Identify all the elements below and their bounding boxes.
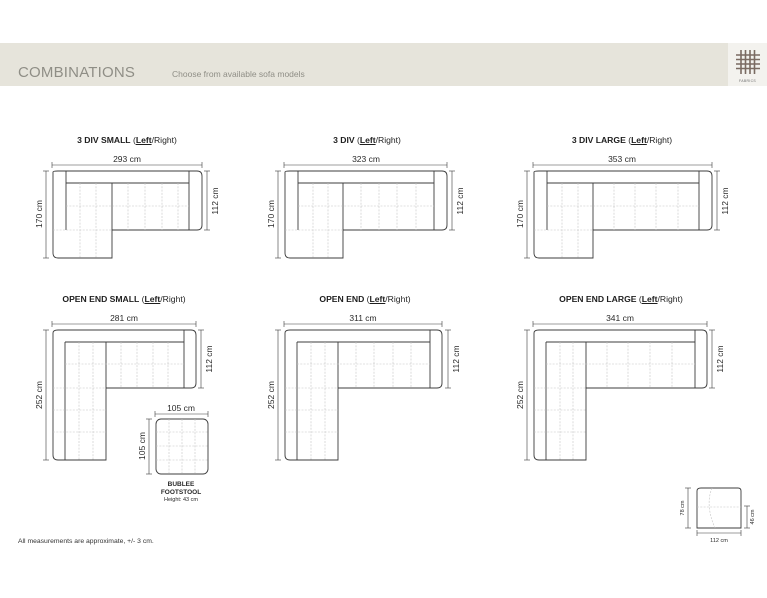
dim-back: 112 cm — [720, 187, 730, 215]
dim-depth: 170 cm — [34, 200, 44, 228]
sofa-open-end-large — [515, 313, 725, 460]
dim-back: 112 cm — [451, 345, 461, 373]
dim-back: 112 cm — [715, 345, 725, 373]
side-height-seat: 46 cm — [750, 509, 756, 525]
dim-depth: 252 cm — [266, 381, 276, 409]
model-label-3-div-large: 3 DIV LARGE (Left/Right) — [571, 135, 673, 145]
page-subtitle: Choose from available sofa models — [172, 69, 305, 79]
model-label-open-end: OPEN END (Left/Right) — [319, 294, 411, 304]
dim-depth: 252 cm — [34, 381, 44, 409]
dim-width: 341 cm — [606, 313, 634, 323]
model-label-open-end-small: OPEN END SMALL (Left/Right) — [62, 294, 186, 304]
sofa-side-view — [680, 488, 756, 544]
footstool-depth: 105 cm — [137, 432, 147, 460]
dim-depth: 170 cm — [515, 200, 525, 228]
dim-width: 281 cm — [110, 313, 138, 323]
footstool-width: 105 cm — [167, 403, 195, 413]
dim-width: 353 cm — [608, 154, 636, 164]
footstool-drawing — [137, 403, 208, 474]
page-title: COMBINATIONS — [18, 64, 136, 81]
dim-depth: 170 cm — [266, 200, 276, 228]
model-label-3-div-small: 3 DIV SMALL (Left/Right) — [77, 135, 177, 145]
model-label-open-end-large: OPEN END LARGE (Left/Right) — [559, 294, 683, 304]
dim-back: 112 cm — [204, 345, 214, 373]
sofa-open-end — [266, 313, 461, 460]
left-link[interactable]: Left — [135, 135, 152, 145]
footstool-name: BUBLEE FOOTSTOOL — [160, 481, 202, 496]
left-link[interactable]: Left — [144, 294, 161, 304]
sofa-3-div-large — [515, 154, 730, 258]
left-link[interactable]: Left — [631, 135, 647, 145]
model-label-3-div: 3 DIV (Left/Right) — [333, 135, 401, 145]
left-link[interactable]: Left — [369, 294, 386, 304]
left-link[interactable]: Left — [641, 294, 658, 304]
dim-back: 112 cm — [210, 187, 220, 215]
side-height-back: 78 cm — [680, 500, 686, 516]
dim-width: 323 cm — [352, 154, 380, 164]
sofa-3-div-small — [34, 154, 220, 258]
dim-back: 112 cm — [455, 187, 465, 215]
dim-width: 311 cm — [349, 313, 377, 323]
fabrics-label: FABRICS — [738, 79, 757, 83]
left-link[interactable]: Left — [359, 135, 376, 145]
dim-width: 293 cm — [113, 154, 141, 164]
side-width: 112 cm — [710, 538, 728, 544]
footstool-height: Height: 43 cm — [164, 497, 198, 503]
measurement-footnote: All measurements are approximate, +/- 3 cm. — [18, 538, 154, 545]
sofa-3-div — [266, 154, 465, 258]
dim-depth: 252 cm — [515, 381, 525, 409]
